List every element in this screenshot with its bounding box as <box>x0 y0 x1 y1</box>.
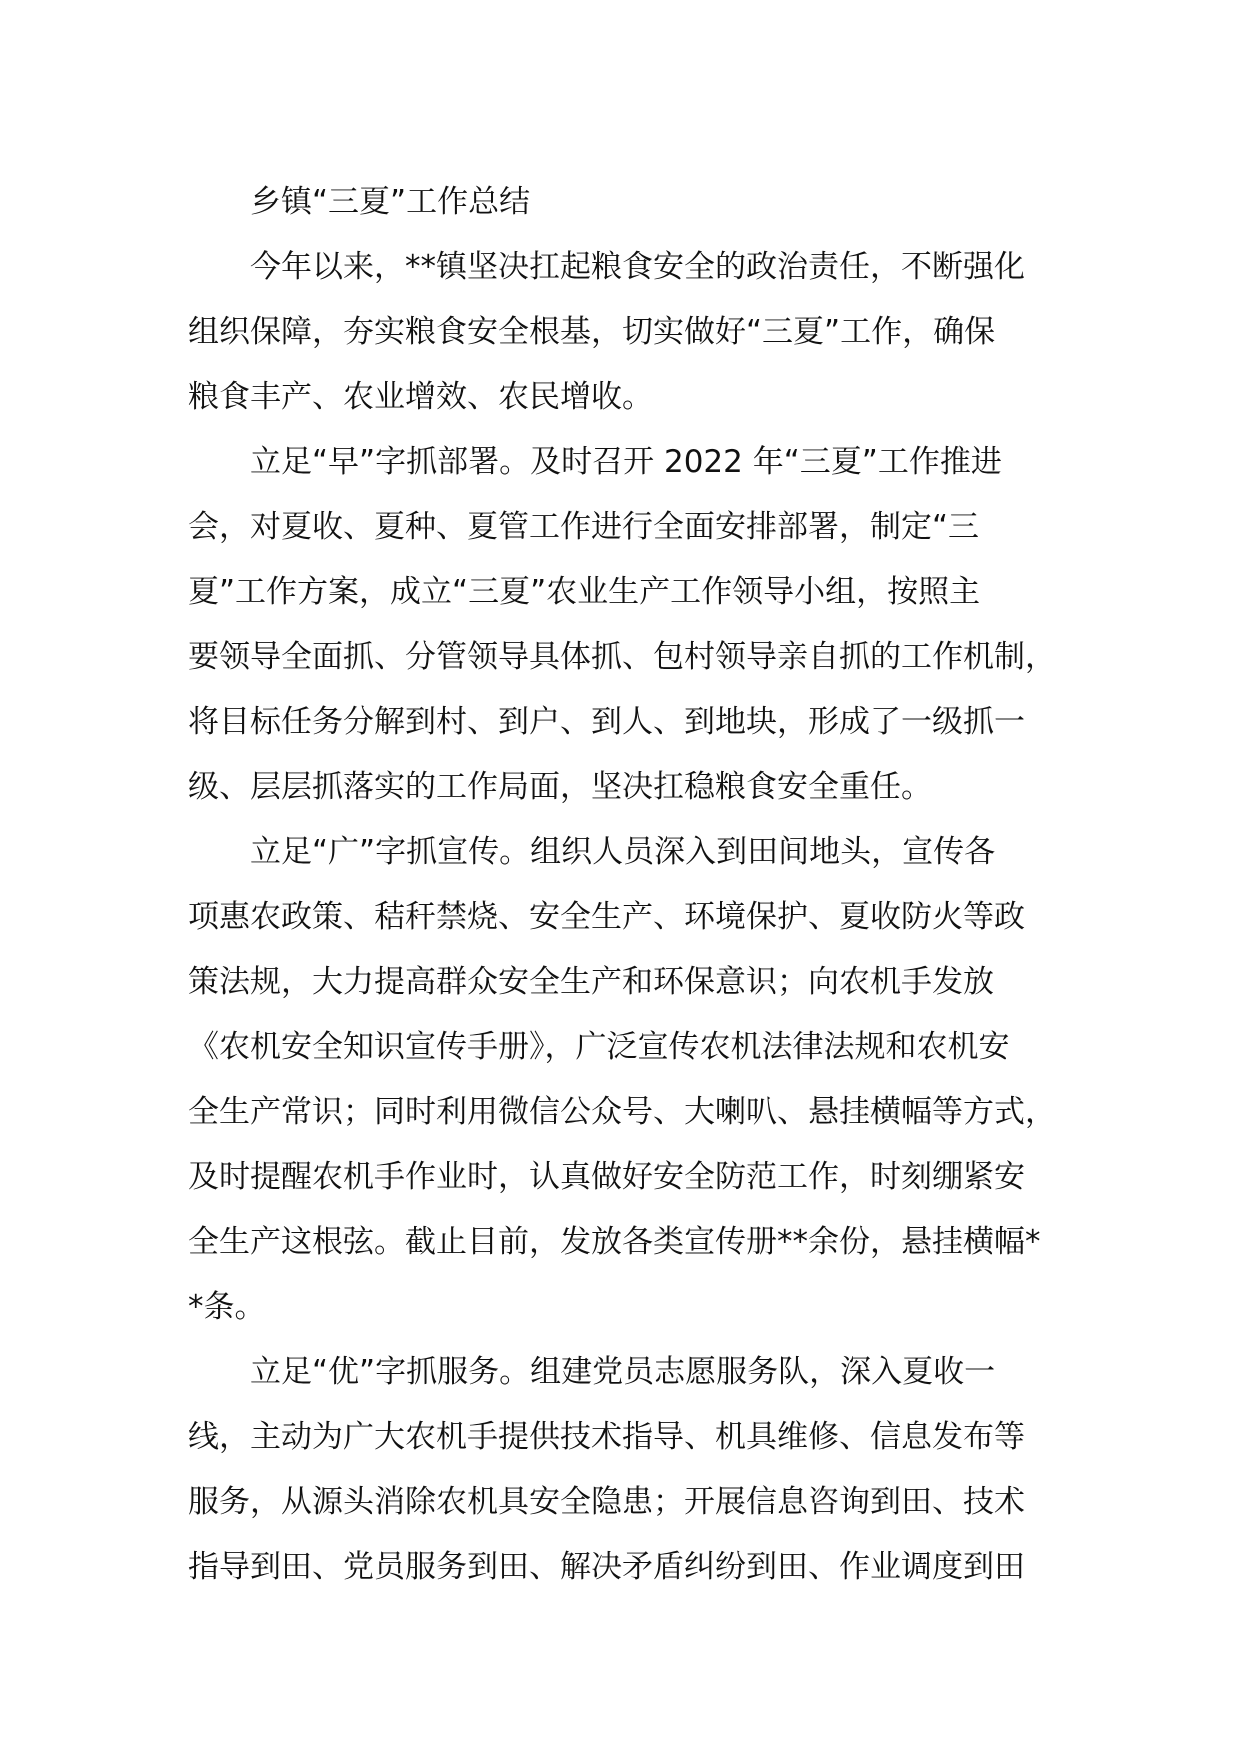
paragraph-line: *条。 <box>188 1289 266 1325</box>
paragraph-line: 今年以来，**镇坚决扛起粮食安全的政治责任，不断强化 <box>250 249 1025 285</box>
paragraph-service <box>188 1340 1088 1600</box>
paragraph-publicity <box>188 820 1088 1340</box>
paragraph-line: 夏”工作方案，成立“三夏”农业生产工作领导小组，按照主 <box>188 574 981 610</box>
paragraph-line: 策法规，大力提高群众安全生产和环保意识；向农机手发放 <box>188 964 994 1000</box>
paragraph-line: 全生产这根弦。截止目前，发放各类宣传册**余份，悬挂横幅* <box>188 1224 1041 1260</box>
paragraph-line: 立足“广”字抓宣传。组织人员深入到田间地头，宣传各 <box>250 834 996 870</box>
paragraph-line: 粮食丰产、农业增效、农民增收。 <box>188 379 653 415</box>
paragraph-line: 将目标任务分解到村、到户、到人、到地块，形成了一级抓一 <box>188 704 1025 740</box>
document-body <box>188 170 1088 1600</box>
paragraph-line: 服务，从源头消除农机具安全隐患；开展信息咨询到田、技术 <box>188 1484 1025 1520</box>
paragraph-line: 组织保障，夯实粮食安全根基，切实做好“三夏”工作，确保 <box>188 314 996 350</box>
paragraph-line: 会，对夏收、夏种、夏管工作进行全面安排部署，制定“三 <box>188 509 980 545</box>
paragraph-line: 级、层层抓落实的工作局面，坚决扛稳粮食安全重任。 <box>188 769 932 805</box>
paragraph-line: 项惠农政策、秸秆禁烧、安全生产、环境保护、夏收防火等政 <box>188 899 1025 935</box>
paragraph-line: 要领导全面抓、分管领导具体抓、包村领导亲自抓的工作机制， <box>188 639 1056 675</box>
paragraph-deployment <box>188 430 1088 820</box>
paragraph-line: 及时提醒农机手作业时，认真做好安全防范工作，时刻绷紧安 <box>188 1159 1025 1195</box>
paragraph-line: 立足“优”字抓服务。组建党员志愿服务队，深入夏收一 <box>250 1354 996 1390</box>
paragraph-line: 立足“早”字抓部署。及时召开 2022 年“三夏”工作推进 <box>250 444 1002 480</box>
paragraph-line: 《农机安全知识宣传手册》，广泛宣传农机法律法规和农机安 <box>188 1029 1010 1065</box>
paragraph-intro <box>188 235 1088 430</box>
document-title: 乡镇“三夏”工作总结 <box>250 184 531 220</box>
paragraph-line: 线，主动为广大农机手提供技术指导、机具维修、信息发布等 <box>188 1419 1025 1455</box>
paragraph-line: 指导到田、党员服务到田、解决矛盾纠纷到田、作业调度到田 <box>188 1549 1025 1585</box>
paragraph-line: 全生产常识；同时利用微信公众号、大喇叭、悬挂横幅等方式， <box>188 1094 1056 1130</box>
